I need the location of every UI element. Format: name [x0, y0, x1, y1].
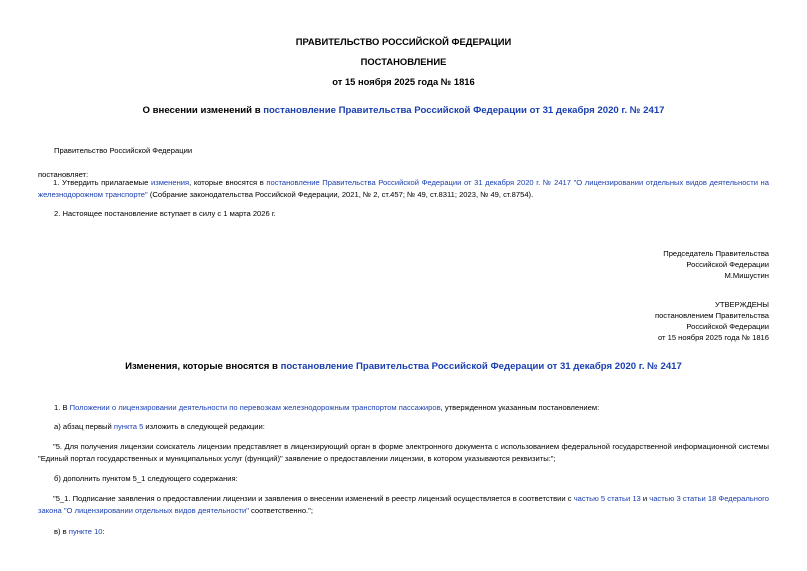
gov-line: Правительство Российской Федерации: [54, 146, 193, 155]
p1-link-decree[interactable]: постановление Правительства Российской Федерации от 31 декабря 2020 г. № 2417 "О лицензировании отдельных видов деятельности на железнодорожном транспорте": [38, 178, 769, 199]
a-suffix: изложить в следующей редакции:: [143, 422, 265, 431]
q51-link-part5[interactable]: частью 5 статьи 13: [573, 494, 641, 503]
q51-link-part3[interactable]: частью 3 статьи 18 Федерального закона "О лицензировании отдельных видов деятельности": [38, 494, 769, 515]
q51-suffix: соответственно.";: [248, 506, 313, 515]
change-item-c: [54, 526, 105, 537]
approved-line-1: УТВЕРЖДЕНЫ: [715, 300, 769, 309]
title-link[interactable]: постановление Правительства Российской Федерации от 31 декабря 2020 г. № 2417: [263, 105, 665, 116]
p1-mid: , которые вносятся в: [189, 178, 267, 187]
signature-line-1: Председатель Правительства: [663, 249, 769, 258]
a-link[interactable]: пункта 5: [113, 422, 144, 431]
c-link[interactable]: пункте 10: [68, 527, 103, 536]
change-item-1: [54, 402, 599, 413]
title-prefix: О внесении изменений в: [142, 105, 264, 116]
i1-link[interactable]: Положении о лицензировании деятельности по перевозкам железнодорожным транспортом пассажиров: [69, 403, 441, 412]
doc-type-heading: ПОСТАНОВЛЕНИЕ: [360, 56, 447, 67]
approved-line-3: Российской Федерации: [686, 322, 769, 331]
p1-prefix: 1. Утвердить прилагаемые: [53, 178, 151, 187]
government-heading: ПРАВИТЕЛЬСТВО РОССИЙСКОЙ ФЕДЕРАЦИИ: [295, 36, 512, 47]
signature-name: М.Мишустин: [724, 271, 769, 280]
p1-link-changes[interactable]: изменения: [150, 178, 190, 187]
decrees-line: постановляет:: [38, 170, 89, 179]
change-item-b: б) дополнить пунктом 5_1 следующего содержания:: [54, 474, 238, 483]
changes-title-prefix: Изменения, которые вносятся в: [125, 361, 281, 372]
i1-prefix: 1. В: [54, 403, 70, 412]
document-title: [0, 105, 807, 116]
q51-prefix: "5_1. Подписание заявления о предоставлении лицензии и заявления о внесении изменений в реестр лицензий осуществляется в соответствии с: [53, 494, 574, 503]
date-number-heading: от 15 ноября 2025 года № 1816: [332, 76, 475, 87]
i1-suffix: , утвержденном указанным постановлением:: [440, 403, 600, 412]
quote-item-5-1: [38, 493, 769, 517]
approved-line-2: постановлением Правительства: [654, 311, 769, 320]
change-item-a: [54, 421, 265, 432]
c-prefix: в) в: [54, 527, 69, 536]
p1-suffix: (Собрание законодательства Российской Федерации, 2021, № 2, ст.457; № 49, ст.8311; 2023, № 49, ст.8754).: [147, 190, 534, 199]
paragraph-1: [38, 177, 769, 201]
c-suffix: :: [102, 527, 105, 536]
quote-item-5: "5. Для получения лицензии соискатель лицензии представляет в лицензирующий орган в форме электронного документа с использованием федеральной государственной информационной системы "Единый портал государственных и муниципальных услуг (функций)" заявление о предоставлении лицензии, в котором указываются реквизиты:";: [38, 442, 769, 463]
q51-and: и: [640, 494, 650, 503]
paragraph-2: 2. Настоящее постановление вступает в силу с 1 марта 2026 г.: [54, 209, 276, 218]
signature-line-2: Российской Федерации: [686, 260, 769, 269]
a-prefix: а) абзац первый: [54, 422, 114, 431]
approved-line-4: от 15 ноября 2025 года № 1816: [657, 333, 769, 342]
changes-title: [0, 361, 807, 372]
changes-title-link[interactable]: постановление Правительства Российской Федерации от 31 декабря 2020 г. № 2417: [280, 361, 682, 372]
